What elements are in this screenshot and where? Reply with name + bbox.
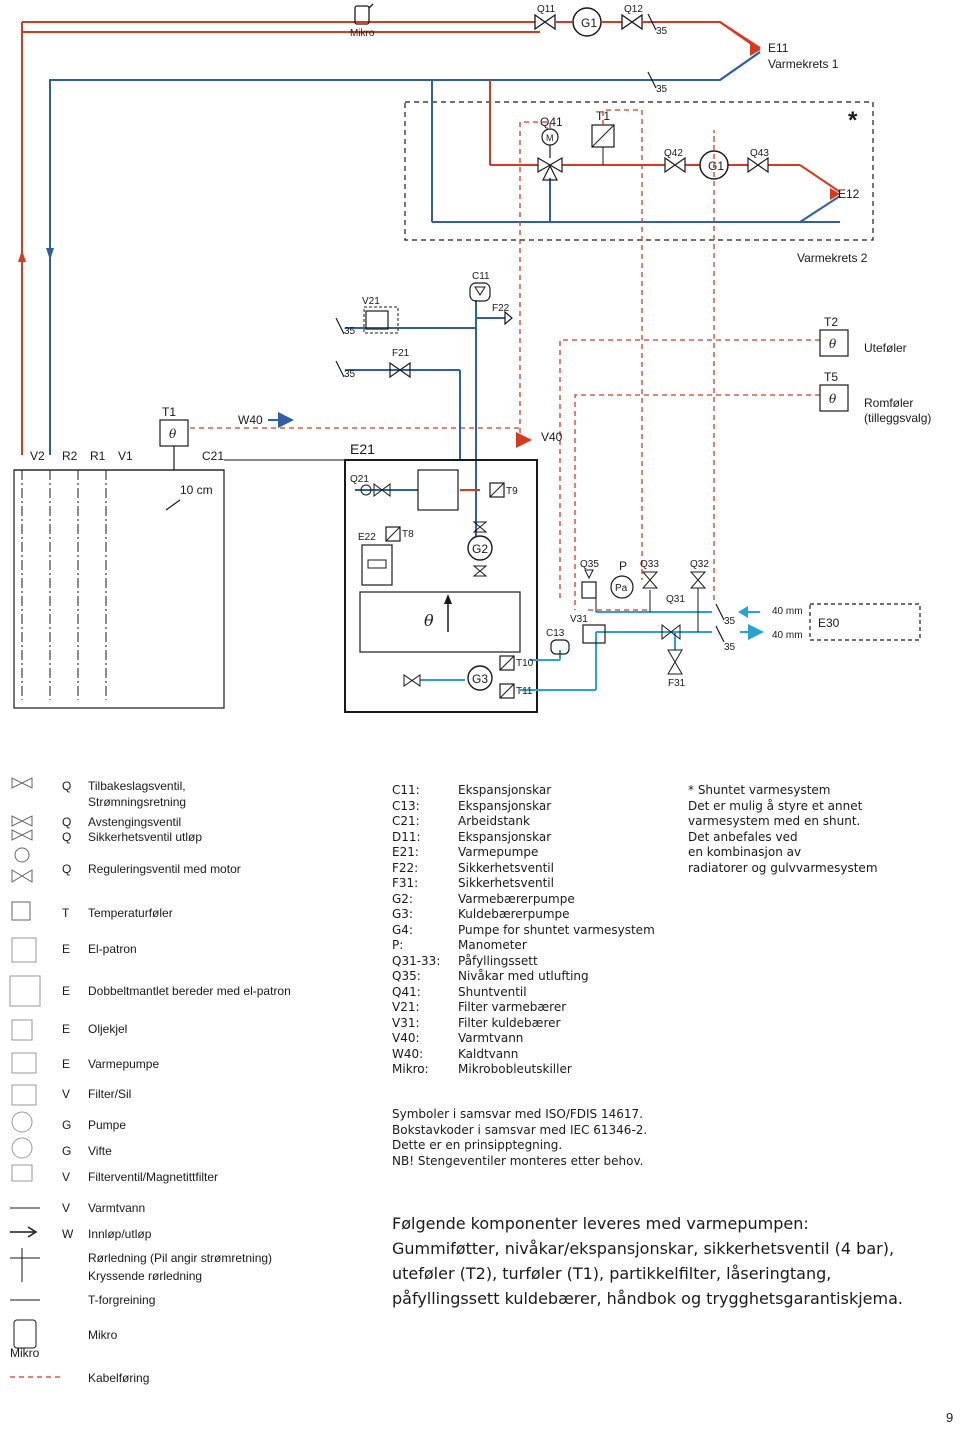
label-v40: V40 [541,430,563,444]
legend-text-5: Temperaturføler [88,906,173,920]
code-key: P: [392,938,404,952]
code-value: Shuntventil [458,984,527,999]
code-value: Sikkerhetsventil [458,876,554,890]
label-utefoler: Uteføler [864,341,907,355]
legend-text-19: Mikro [88,1328,118,1342]
legend-code-9: E [62,1057,71,1071]
code-key: W40: [392,1046,424,1061]
code-key: C13: [392,798,420,813]
heater-icon [12,938,36,962]
tank-icon [10,976,40,1006]
code-key: G3: [392,907,413,921]
label-c21: C21 [202,449,225,463]
label-q12: Q12 [624,4,643,15]
label-star: * [848,107,858,134]
shutoff-valve-q12-icon [622,15,642,29]
code-value: Påfyllingssett [458,953,538,968]
code-key: Q41: [392,984,421,999]
code-row [392,1016,655,1032]
filter-valve-icon [12,1165,32,1181]
label-t1-tank: T1 [162,405,177,419]
label-40mm-a: 40 mm [772,606,803,617]
code-value: Sikkerhetsventil [458,860,554,875]
label-w40: W40 [238,413,263,427]
temperature-sensor-t10-icon [500,656,514,670]
temperature-sensor-icon [12,902,30,920]
room-sensor-t5-icon [820,385,848,411]
code-value: Varmebærerpumpe [458,891,575,906]
label-r2: R2 [62,449,78,463]
legend-text-12: Vifte [88,1144,112,1158]
label-t9: T9 [506,486,518,497]
code-row [392,783,655,799]
label-f21: F21 [392,348,410,359]
legend-code-6: E [62,942,71,956]
code-row [392,861,655,877]
note-line: radiatorer og gulvvarmesystem [688,860,878,875]
legend-code-3: Q [62,830,72,844]
legend-text-4: Reguleringsventil med motor [88,862,241,876]
svg-text:θ: θ [169,427,177,441]
label-g3: G3 [472,672,489,686]
label-35-a: 35 [656,26,668,37]
label-romfoler: Romføler [864,396,914,410]
label-mikro-top: Mikro [350,28,375,39]
filter-v31-icon [583,625,605,643]
safety-valve-f31-icon [668,650,682,662]
component-code-list [392,783,655,1078]
code-value: Filter kuldebærer [458,1015,561,1030]
legend-code-13: V [62,1170,71,1184]
level-tank-q35-icon [582,582,596,598]
note-line: * Shuntet varmesystem [688,783,831,797]
svg-text:θ: θ [829,392,837,406]
filter-v21-icon [364,307,398,333]
page-number: 9 [946,1410,954,1425]
legend-code-15: W [62,1227,74,1241]
legend-text-2: Avstengingsventil [88,815,182,829]
label-q32: Q32 [690,559,709,570]
standards-line: Dette er en prinsipptegning. [392,1138,563,1152]
label-f31: F31 [668,678,686,689]
legend-code-12: G [62,1144,72,1158]
code-value: Ekspansjonskar [458,829,552,844]
code-value: Pumpe for shuntet varmesystem [458,922,655,937]
legend-code-5: T [62,906,70,920]
legend-code-2: Q [62,815,72,829]
label-v2: V2 [30,449,45,463]
standards-note [392,1107,647,1169]
label-q11: Q11 [537,4,556,15]
label-varmekrets-2: Varmekrets 2 [797,251,868,265]
label-35-e: 35 [724,616,736,627]
label-e30: E30 [818,616,840,630]
code-value: Arbeidstank [458,814,530,828]
label-q43: Q43 [750,148,769,159]
legend-text-6: El-patron [88,942,137,956]
legend-text-7: Dobbeltmantlet bereder med el-patron [88,984,291,998]
svg-text:M: M [546,133,554,143]
code-row [392,876,655,892]
note-line: Det anbefales ved [688,829,798,844]
label-t5: T5 [824,370,839,384]
storage-tank-c21 [14,470,224,708]
code-key: Q31-33: [392,953,441,968]
code-key: F22: [392,860,419,875]
label-e11: E11 [768,41,789,55]
legend-code-10: V [62,1087,71,1101]
legend-icons [8,770,71,1410]
compressor-icon [418,470,458,510]
standards-line: Symboler i samsvar med ISO/FDIS 14617. [392,1107,643,1121]
legend-mikro-sub: Mikro [10,1346,40,1360]
label-g1-mix: G1 [708,159,725,173]
code-key: V21: [392,1000,420,1014]
label-v21: V21 [362,296,380,307]
heating-circuit-1 [22,22,760,455]
label-t8: T8 [402,529,414,540]
label-r1: R1 [90,449,106,463]
label-e21: E21 [350,441,375,457]
label-35-f: 35 [724,642,736,653]
legend-text-3: Sikkerhetsventil utløp [88,830,203,844]
legend-text-15: Innløp/utløp [88,1227,152,1241]
mikro-icon [14,1320,36,1348]
label-e12: E12 [838,187,860,201]
code-value: Manometer [458,938,527,952]
code-value: Kaldtvann [458,1046,519,1061]
valve-q33-icon [643,572,657,588]
legend-text-20: Kabelføring [88,1371,150,1385]
note-line: varmesystem med en shunt. [688,814,861,828]
label-pa: Pa [615,583,628,594]
code-row [392,1031,655,1047]
label-e22: E22 [358,532,376,543]
code-key: F31: [392,876,419,890]
code-row [392,923,655,939]
label-q21: Q21 [350,474,369,485]
safety-valve-icon [12,830,32,840]
legend-text-17: Kryssende rørledning [88,1269,203,1283]
label-q33: Q33 [640,559,659,570]
code-row [392,1062,655,1078]
delivery-line: Følgende komponenter leveres med varmepumpen: [392,1214,809,1233]
delivery-line: påfyllingssett kuldebærer, håndbok og trygghetsgarantiskjema. [392,1289,903,1308]
code-key: V40: [392,1031,420,1045]
legend-text-11: Pumpe [88,1118,127,1132]
standards-line: Bokstavkoder i samsvar med IEC 61346-2. [392,1122,648,1137]
legend-text-9: Varmepumpe [88,1057,160,1071]
check-valve-icon [12,778,32,788]
code-key: V31: [392,1015,420,1030]
electric-heater-e22-icon [362,545,392,585]
label-t11: T11 [516,686,533,697]
legend-code-7: E [62,984,71,998]
label-p: P [619,559,628,573]
code-row [392,799,655,815]
standards-line: NB! Stengeventiler monteres etter behov. [392,1153,644,1168]
label-q41: Q41 [540,115,563,129]
code-key: E21: [392,845,419,859]
label-f22: F22 [492,303,510,314]
legend-text-8: Oljekjel [88,1022,128,1036]
heatpump-e21-box [345,460,537,712]
boiler-icon [12,1020,32,1040]
legend-code-8: E [62,1022,71,1036]
label-10cm: 10 cm [180,483,213,497]
evaporator-icon [360,592,520,652]
cable-runs [190,110,820,610]
legend-text-16: Rørledning (Pil angir strømretning) [88,1251,273,1265]
label-g2: G2 [472,542,489,556]
label-g1-top: G1 [581,16,598,30]
label-35-b: 35 [656,84,668,95]
legend-text-14: Varmtvann [88,1201,146,1215]
temperature-sensor-t8-icon [386,527,400,541]
check-valve-q11-icon [535,15,555,29]
code-row [392,892,655,908]
legend-text-1: Tilbakeslagsventil, [88,779,186,793]
code-value: Nivåkar med utlufting [458,969,589,983]
label-q42: Q42 [664,148,683,159]
label-40mm-b: 40 mm [772,630,803,641]
label-t2: T2 [824,315,839,329]
label-v1: V1 [118,449,133,463]
shutoff-valve-q43-icon [748,158,768,172]
label-c11: C11 [472,271,490,282]
temperature-sensor-t1-mix-icon [592,125,614,165]
label-q35: Q35 [580,559,599,570]
code-key: G2: [392,891,413,906]
legend-text-1b: Strømningsretning [88,795,187,809]
code-row [392,1000,655,1016]
label-tilleggsvalg: (tilleggsvalg) [864,411,932,425]
outdoor-sensor-t2-icon [820,330,848,356]
legend-code-14: V [62,1201,71,1215]
code-key: Q35: [392,969,421,983]
legend-code-11: G [62,1118,72,1132]
flow-sensor-t1-icon [160,420,188,446]
legend-code-4: Q [62,862,72,876]
label-varmekrets-1: Varmekrets 1 [768,57,839,71]
legend-text-13: Filterventil/Magnetittfilter [88,1170,219,1184]
temperature-sensor-t11-icon [500,684,514,698]
code-key: C11: [392,783,420,797]
label-q31: Q31 [666,594,685,605]
code-row [392,969,655,985]
svg-text:θ: θ [829,337,837,351]
shutoff-valve-icon [12,816,32,826]
code-value: Varmepumpe [458,845,539,859]
code-row [392,938,655,954]
label-c13: C13 [546,628,565,639]
heatpump-icon [12,1053,36,1073]
shunt-note [688,783,928,876]
expansion-tank-c11-icon [470,283,490,301]
valve-q32-icon [691,572,705,588]
legend-text-18: T-forgreining [88,1293,156,1307]
inlet-icon [10,1227,36,1237]
note-line: en kombinasjon av [688,845,802,859]
code-value: Mikrobobleutskiller [458,1062,572,1076]
fan-icon [12,1138,32,1158]
code-row [392,985,655,1001]
delivery-note [392,1211,952,1311]
heatpump-theta-symbol: θ [424,611,434,630]
pump-icon [12,1112,32,1132]
code-value: Ekspansjonskar [458,798,552,813]
motor-valve-icon [15,848,29,862]
code-value: Varmtvann [458,1031,524,1045]
code-value: Filter varmebærer [458,1000,567,1014]
motor-valve-q41-icon [538,129,562,180]
delivery-line: Gummiføtter, nivåkar/ekspansjonskar, sikkerhetsventil (4 bar), [392,1239,895,1258]
code-row [392,845,655,861]
code-key: G4: [392,922,413,937]
code-value: Kuldebærerpumpe [458,907,570,921]
legend-code-1: Q [62,779,72,793]
label-t10: T10 [516,658,534,669]
code-key: C21: [392,814,420,828]
code-row [392,954,655,970]
code-key: Mikro: [392,1062,429,1076]
note-line: Det er mulig å styre et annet [688,798,863,813]
code-row [392,830,655,846]
label-v31: V31 [570,614,588,625]
code-key: D11: [392,829,421,844]
drain-valve-icon [404,675,420,686]
temperature-sensor-t9-icon [490,483,504,497]
filter-icon [12,1085,36,1105]
check-valve-q42-icon [665,158,685,172]
code-value: Ekspansjonskar [458,783,552,797]
code-row [392,907,655,923]
code-row [392,814,655,830]
label-35-c: 35 [344,326,356,337]
legend-text-10: Filter/Sil [88,1087,132,1101]
label-35-d: 35 [344,369,356,380]
label-t1-mix: T1 [596,109,611,123]
delivery-line: uteføler (T2), turføler (T1), partikkelfilter, låseringtang, [392,1264,832,1283]
code-row [392,1047,655,1063]
